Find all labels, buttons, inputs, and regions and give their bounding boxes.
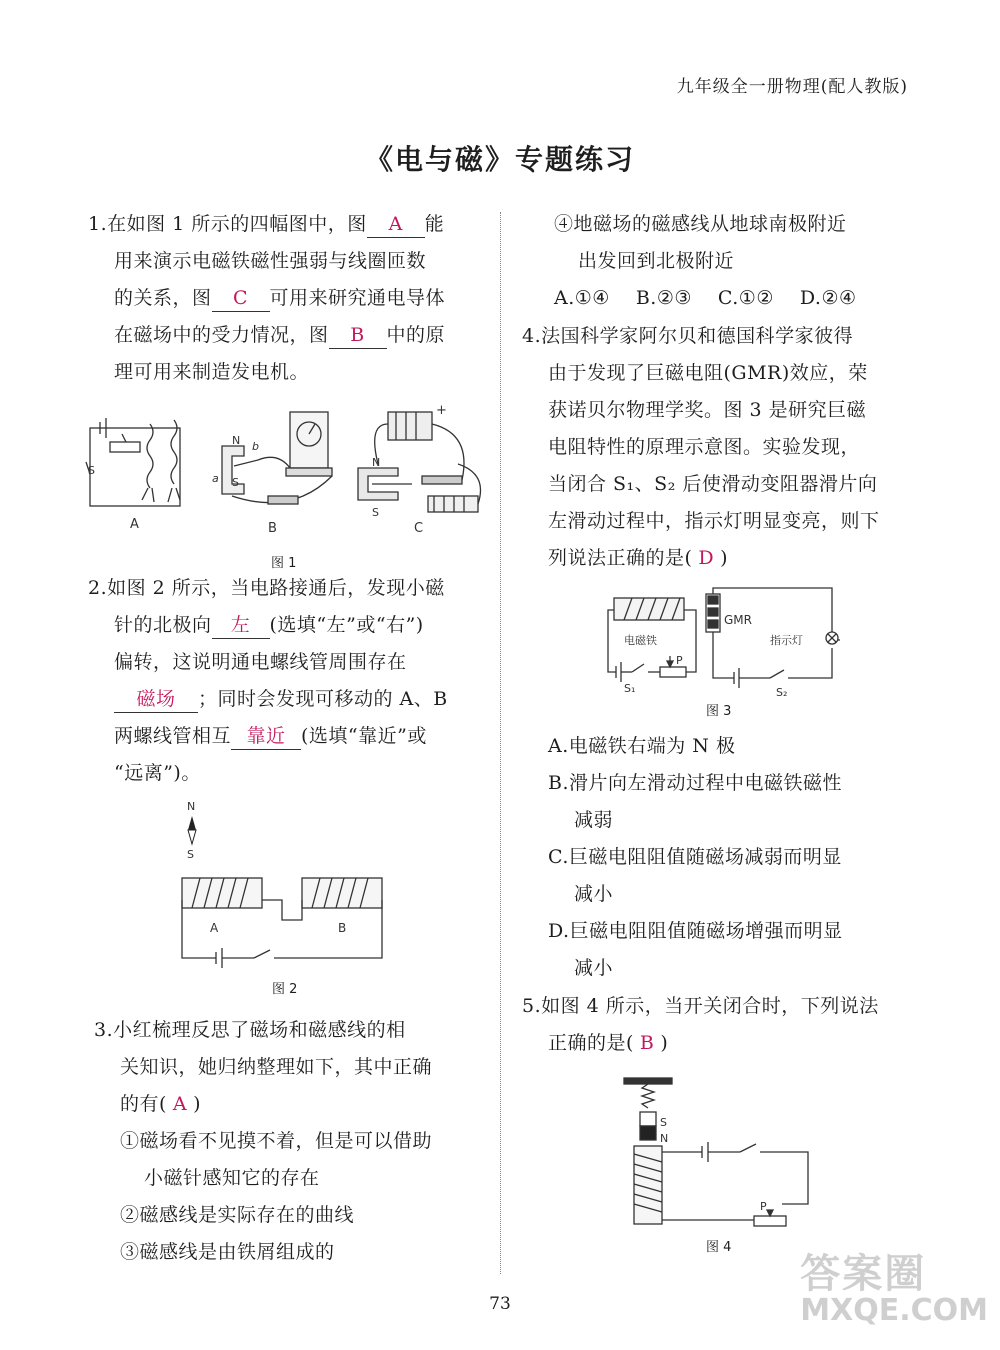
q4-option-c-cont: 减小 <box>574 883 614 905</box>
watermark-logo-line-1: 答案圈 <box>800 1251 927 1297</box>
figure-3-label-s2: S₂ <box>776 686 788 698</box>
figure-3-caption: 图 3 <box>706 704 732 719</box>
figure-1-label-s: S <box>88 464 95 477</box>
figure-1-caption: 图 1 <box>271 556 297 571</box>
q4-line-5: 当闭合 S₁、S₂ 后使滑动变阻器滑片向 <box>548 473 878 495</box>
figure-4 <box>614 1074 824 1234</box>
page-title: 《电与磁》专题练习 <box>364 143 635 176</box>
q3-answer: A <box>172 1093 188 1115</box>
q2-answer-1: 左 <box>212 612 270 639</box>
q3-item-3: ③磁感线是由铁屑组成的 <box>120 1241 335 1263</box>
figure-1-label-b-lower: b <box>252 440 259 453</box>
q4-option-c: C.巨磁电阻阻值随磁场减弱而明显 <box>548 846 842 868</box>
figure-1-label-a-lower: a <box>212 472 219 485</box>
q4-line-3: 获诺贝尔物理学奖。图 3 是研究巨磁 <box>548 399 867 421</box>
q1-answer-3: B <box>329 322 387 349</box>
q2-answer-3: 靠近 <box>231 723 301 750</box>
question-3-continued <box>554 206 924 317</box>
q4-option-d: D.巨磁电阻阻值随磁场增强而明显 <box>548 920 843 942</box>
figure-4-caption: 图 4 <box>706 1240 732 1255</box>
q3-line-3: 的有( A ) <box>120 1093 202 1115</box>
figure-1-label-n: N <box>232 434 241 447</box>
q3-option-a: A.①④ <box>554 287 610 309</box>
q4-answer: D <box>698 547 715 569</box>
q2-line-3: 偏转，这说明通电螺线管周围存在 <box>114 651 407 673</box>
figure-3 <box>584 586 844 698</box>
q4-line-4: 电阻特性的原理示意图。实验发现， <box>548 436 861 458</box>
figure-2-caption: 图 2 <box>272 982 298 997</box>
q1-line-4: 在磁场中的受力情况，图 B 中的原 <box>88 317 488 354</box>
q3-option-c: C.①② <box>717 287 774 309</box>
q3-item-4-cont: 出发回到北极附近 <box>578 250 735 272</box>
question-4-options <box>548 728 928 987</box>
figure-1-label-c: C <box>414 521 424 536</box>
q1-answer-2: C <box>212 285 270 312</box>
figure-3-label-gmr: GMR <box>724 613 752 627</box>
q1-line-1: 1.在如图 1 所示的四幅图中，图 A 能 <box>88 206 488 243</box>
watermark-logo-line-2: MXQE.COM <box>800 1293 988 1328</box>
figure-1-label-plus: + <box>436 404 447 418</box>
figure-1-label-n-c: N <box>372 456 381 469</box>
q2-line-2: 针的北极向 左 (选填“左”或“右”) <box>88 607 488 644</box>
question-5 <box>522 988 922 1062</box>
q3-item-1: ①磁场看不见摸不着，但是可以借助 <box>120 1130 433 1152</box>
question-1 <box>88 206 488 391</box>
figure-2-label-s: S <box>187 848 194 861</box>
q1-line-3: 的关系，图 C 可用来研究通电导体 <box>88 280 488 317</box>
figure-3-label-lamp: 指示灯 <box>770 634 803 647</box>
figure-1-label-s2: S <box>232 476 239 489</box>
q4-option-b-cont: 减弱 <box>574 809 614 831</box>
figure-4-label-s: S <box>660 1116 667 1129</box>
figure-4-label-n: N <box>660 1132 669 1145</box>
column-divider <box>500 212 501 1274</box>
figure-1-label-a: A <box>130 517 139 532</box>
question-2 <box>88 570 488 792</box>
figure-1-label-s-c: S <box>372 506 379 519</box>
q1-line-5: 理可用来制造发电机。 <box>114 361 310 383</box>
q1-answer-1: A <box>367 211 425 238</box>
question-3 <box>94 1012 494 1271</box>
watermark-logo <box>800 1242 988 1328</box>
figure-2-label-b: B <box>338 921 347 935</box>
q3-item-2: ②磁感线是实际存在的曲线 <box>120 1204 355 1226</box>
q3-item-4: ④地磁场的磁感线从地球南极附近 <box>554 213 847 235</box>
figure-2 <box>170 796 400 970</box>
page-header: 九年级全一册物理(配人教版) <box>676 77 908 97</box>
q5-line-1: 5.如图 4 所示，当开关闭合时，下列说法 <box>522 995 879 1017</box>
q3-options <box>554 280 924 317</box>
q3-line-1: 3.小红梳理反思了磁场和磁感线的相 <box>94 1019 406 1041</box>
figure-4-circuit <box>624 1078 808 1226</box>
figure-1 <box>82 404 482 544</box>
figure-2-label-n: N <box>187 800 196 813</box>
q2-line-1: 2.如图 2 所示，当电路接通后，发现小磁 <box>88 577 445 599</box>
q3-line-2: 关知识，她归纳整理如下，其中正确 <box>120 1056 433 1078</box>
q2-answer-2: 磁场 <box>114 686 198 713</box>
q4-option-b: B.滑片向左滑动过程中电磁铁磁性 <box>548 772 843 794</box>
figure-3-label-s1: S₁ <box>624 682 636 695</box>
q3-item-1-cont: 小磁针感知它的存在 <box>144 1167 320 1189</box>
page-number: 73 <box>489 1294 511 1314</box>
figure-2-compass-needle <box>188 816 196 844</box>
figure-1-a-diagram <box>86 418 180 506</box>
q1-line-2: 用来演示电磁铁磁性强弱与线圈匝数 <box>114 250 427 272</box>
q4-line-1: 4.法国科学家阿尔贝和德国科学家彼得 <box>522 325 854 347</box>
q4-line-2: 由于发现了巨磁电阻(GMR)效应，荣 <box>548 362 868 384</box>
q3-option-b: B.②③ <box>635 287 692 309</box>
figure-4-label-p: P <box>760 1200 767 1213</box>
q4-line-6: 左滑动过程中，指示灯明显变亮，则下 <box>548 510 880 532</box>
q2-line-4: 磁场 ；同时会发现可移动的 A、B <box>88 681 488 718</box>
q5-line-2: 正确的是( B ) <box>548 1032 669 1054</box>
q4-option-d-cont: 减小 <box>574 957 614 979</box>
figure-3-label-electromagnet: 电磁铁 <box>624 634 657 647</box>
q2-line-5: 两螺线管相互 靠近 (选填“靠近”或 <box>88 718 488 755</box>
figure-1-b-diagram <box>222 412 332 504</box>
q5-answer: B <box>639 1032 655 1054</box>
figure-3-label-p: P <box>676 654 683 667</box>
question-4 <box>522 318 922 577</box>
figure-1-label-b: B <box>268 521 277 536</box>
q3-option-d: D.②④ <box>799 287 857 309</box>
q4-line-7: 列说法正确的是( D ) <box>548 547 729 569</box>
q4-option-a: A.电磁铁右端为 N 极 <box>548 735 736 757</box>
figure-2-label-a: A <box>210 921 219 935</box>
q2-line-6: “远离”)。 <box>114 762 201 784</box>
